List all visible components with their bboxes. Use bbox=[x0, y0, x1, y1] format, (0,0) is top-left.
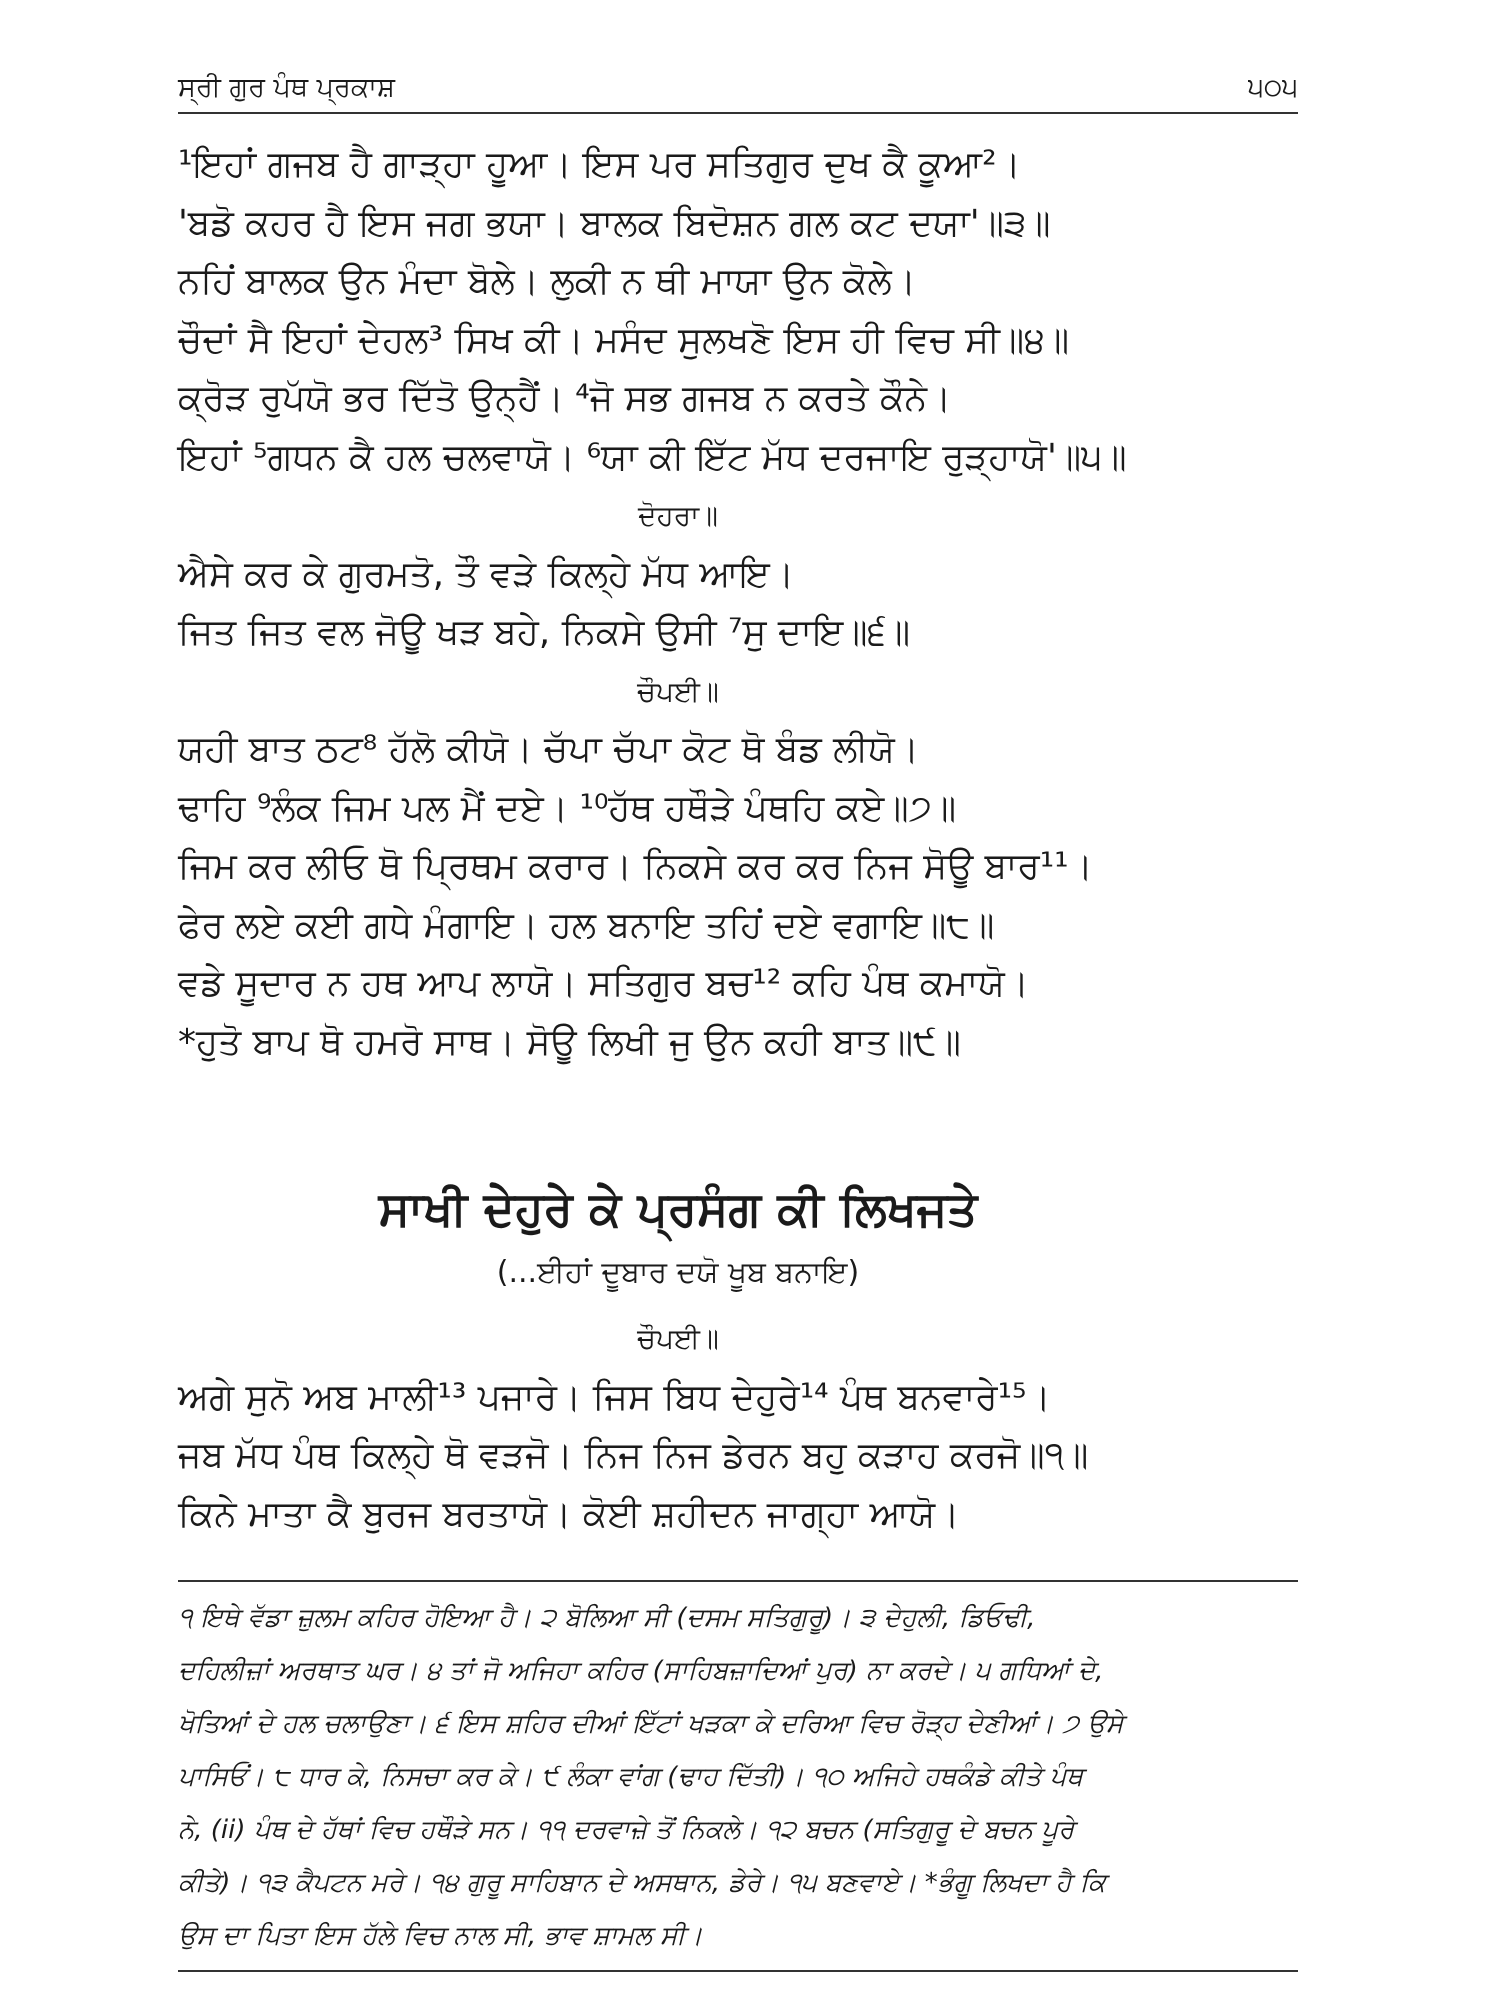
verse-line: ਫੇਰ ਲਏ ਕਈ ਗਧੇ ਮੰਗਾਇ। ਹਲ ਬਨਾਇ ਤਹਿਂ ਦਏ ਵਗਾਇ॥੮॥ bbox=[178, 904, 995, 946]
sakhi-heading-block bbox=[178, 1175, 1308, 1301]
verse-line: 'ਬਡੋ ਕਹਰ ਹੈ ਇਸ ਜਗ ਭਯਾ। ਬਾਲਕ ਬਿਦੋਸ਼ਨ ਗਲ ਕਟ ਦਯਾ'॥੩॥ bbox=[178, 202, 1051, 244]
footnote-line: ਦਹਿਲੀਜ਼ਾਂ ਅਰਥਾਤ ਘਰ। ੪ ਤਾਂ ਜੋ ਅਜਿਹਾ ਕਹਿਰ (ਸਾਹਿਬਜ਼ਾਦਿਆਂ ਪੁਰ) ਨਾ ਕਰਦੇ। ੫ ਗਧਿਆਂ ਦੇ, bbox=[178, 1656, 1104, 1686]
footnote-line: ਕੀਤੇ)। ੧੩ ਕੈਪਟਨ ਮਰੇ। ੧੪ ਗੁਰੂ ਸਾਹਿਬਾਨ ਦੇ ਅਸਥਾਨ, ਡੇਰੇ। ੧੫ ਬਣਵਾਏ। *ਭੰਗੂ ਲਿਖਦਾ ਹੈ ਕਿ bbox=[178, 1868, 1106, 1898]
chaupai-label: ਚੌਪਈ॥ bbox=[637, 674, 719, 708]
footnote-line: ਖੋਤਿਆਂ ਦੇ ਹਲ ਚਲਾਉਣਾ। ੬ ਇਸ ਸ਼ਹਿਰ ਦੀਆਂ ਇੱਟਾਂ ਖੜਕਾ ਕੇ ਦਰਿਆ ਵਿਚ ਰੋੜ੍ਹ ਦੇਣੀਆਂ। ੭ ਉਸੇ bbox=[178, 1709, 1124, 1739]
doharaa-label: ਦੋਹਰਾ॥ bbox=[638, 499, 718, 532]
verse-line: ਨਹਿਂ ਬਾਲਕ ਉਨ ਮੰਦਾ ਬੋਲੇ। ਲੁਕੀ ਨ ਥੀ ਮਾਯਾ ਉਨ ਕੋਲੇ। bbox=[178, 261, 916, 302]
verse-line: *ਹੁਤੋ ਬਾਪ ਥੋ ਹਮਰੋ ਸਾਥ। ਸੋਊ ਲਿਖੀ ਜੁ ਉਨ ਕਹੀ ਬਾਤ॥੯॥ bbox=[178, 1021, 961, 1063]
running-header bbox=[178, 62, 1298, 110]
footnote-line: ੧ ਇਥੇ ਵੱਡਾ ਜ਼ੁਲਮ ਕਹਿਰ ਹੋਇਆ ਹੈ। ੨ ਬੋਲਿਆ ਸੀ (ਦਸਮ ਸਤਿਗੁਰੂ)। ੩ ਦੇਹੁਲੀ, ਡਿਓਢੀ, bbox=[178, 1603, 1036, 1633]
verse-line: ਵਡੇ ਸੂਦਾਰ ਨ ਹਥ ਆਪ ਲਾਯੋ। ਸਤਿਗੁਰ ਬਚ¹² ਕਹਿ ਪੰਥ ਕਮਾਯੋ। bbox=[178, 963, 1030, 1004]
footnotes bbox=[178, 1592, 1308, 1963]
verse-line: ¹ਇਹਾਂ ਗਜਬ ਹੈ ਗਾੜ੍ਹਾ ਹੂਆ। ਇਸ ਪਰ ਸਤਿਗੁਰ ਦੁਖ ਕੈ ਕੂਆ²। bbox=[178, 144, 1021, 185]
footnote-line: ਪਾਸਿਓਂ। ੮ ਧਾਰ ਕੇ, ਨਿਸਚਾ ਕਰ ਕੇ। ੯ ਲੰਕਾ ਵਾਂਗ (ਢਾਹ ਦਿੱਤੀ)। ੧੦ ਅਜਿਹੇ ਹਥਕੰਡੇ ਕੀਤੇ ਪੰਥ bbox=[178, 1762, 1083, 1792]
verse-line: ਜਿਮ ਕਰ ਲੀਓ ਥੋ ਪ੍ਰਿਥਮ ਕਰਾਰ। ਨਿਕਸੇ ਕਰ ਕਰ ਨਿਜ ਸੋਊ ਬਾਰ¹¹। bbox=[178, 846, 1093, 887]
verse-line: ਇਹਾਂ ⁵ਗਧਨ ਕੈ ਹਲ ਚਲਵਾਯੋ। ⁶ਯਾ ਕੀ ਇੱਟ ਮੱਧ ਦਰਜਾਇ ਰੁੜ੍ਹਾਯੋ'॥੫॥ bbox=[178, 436, 1127, 478]
sakhi-title: ਸਾਖੀ ਦੇਹੁਰੇ ਕੇ ਪ੍ਰਸੰਗ ਕੀ ਲਿਖਜਤੇ bbox=[378, 1182, 978, 1237]
chaupai-label: ਚੌਪਈ॥ bbox=[637, 1322, 719, 1355]
verse-line: ਜਿਤ ਜਿਤ ਵਲ ਜੋਊ ਖੜ ਬਹੇ, ਨਿਕਸੇ ਉਸੀ ⁷ਸੁ ਦਾਇ॥੬॥ bbox=[178, 612, 911, 653]
book-title: ਸ੍ਰੀ ਗੁਰ ਪੰਥ ਪ੍ਰਕਾਸ਼ bbox=[178, 72, 395, 103]
verse-block-1 bbox=[178, 136, 1308, 1072]
verse-line: ਐਸੇ ਕਰ ਕੇ ਗੁਰਮਤੋ, ਤੌ ਵੜੇ ਕਿਲ੍ਹੇ ਮੱਧ ਆਇ। bbox=[178, 553, 795, 595]
verse-line: ਚੌਦਾਂ ਸੈ ਇਹਾਂ ਦੇਹਲ³ ਸਿਖ ਕੀ। ਮਸੰਦ ਸੁਲਖਣੋ ਇਸ ਹੀ ਵਿਚ ਸੀ॥੪॥ bbox=[178, 319, 1070, 361]
sakhi-subtitle: (...ਈਹਾਂ ਦੂਬਾਰ ਦਯੋ ਖੂਬ ਬਨਾਇ) bbox=[496, 1255, 860, 1290]
page-number: ੫੦੫ bbox=[1248, 72, 1298, 103]
footnote-rule bbox=[178, 1580, 1298, 1582]
verse-block-2 bbox=[178, 1310, 1308, 1544]
verse-line: ਕ੍ਰੋੜ ਰੁਪੱਯੋ ਭਰ ਦਿੱਤੋ ਉਨ੍ਹੈਂ। ⁴ਜੋ ਸਭ ਗਜਬ ਨ ਕਰਤੇ ਕੌਨੇ। bbox=[178, 378, 952, 419]
verse-line: ਯਹੀ ਬਾਤ ਠਟ⁸ ਹੱਲੋ ਕੀਯੋ। ਚੱਪਾ ਚੱਪਾ ਕੋਟ ਥੋ ਬੰਡ ਲੀਯੋ। bbox=[178, 729, 920, 770]
bottom-rule bbox=[178, 1970, 1298, 1972]
header-rule bbox=[178, 112, 1298, 114]
footnote-line: ਨੇ, (ii) ਪੰਥ ਦੇ ਹੱਥਾਂ ਵਿਚ ਹਥੌੜੇ ਸਨ। ੧੧ ਦਰਵਾਜ਼ੇ ਤੋਂ ਨਿਕਲੇ। ੧੨ ਬਚਨ (ਸਤਿਗੁਰੂ ਦੇ ਬਚਨ ਪੂਰੇ bbox=[178, 1815, 1075, 1845]
footnote-line: ਉਸ ਦਾ ਪਿਤਾ ਇਸ ਹੱਲੇ ਵਿਚ ਨਾਲ ਸੀ, ਭਾਵ ਸ਼ਾਮਲ ਸੀ। bbox=[178, 1921, 703, 1951]
verse-line: ਢਾਹਿ ⁹ਲੰਕ ਜਿਮ ਪਲ ਮੈਂ ਦਏ। ¹⁰ਹੱਥ ਹਥੌੜੇ ਪੰਥਹਿ ਕਏ॥੭॥ bbox=[178, 787, 957, 829]
verse-line: ਕਿਨੇ ਮਾਤਾ ਕੈ ਬੁਰਜ ਬਰਤਾਯੋ। ਕੋਈ ਸ਼ਹੀਦਨ ਜਾਗ੍ਹਾ ਆਯੋ। bbox=[178, 1493, 960, 1535]
verse-line: ਅਗੇ ਸੁਨੋ ਅਬ ਮਾਲੀ¹³ ਪਜਾਰੇ। ਜਿਸ ਬਿਧ ਦੇਹੁਰੇ¹⁴ ਪੰਥ ਬਨਵਾਰੇ¹⁵। bbox=[178, 1376, 1051, 1418]
verse-line: ਜਬ ਮੱਧ ਪੰਥ ਕਿਲ੍ਹੇ ਥੋ ਵੜਜੋ। ਨਿਜ ਨਿਜ ਡੇਰਨ ਬਹੁ ਕੜਾਹ ਕਰਜੋ॥੧॥ bbox=[178, 1435, 1089, 1476]
